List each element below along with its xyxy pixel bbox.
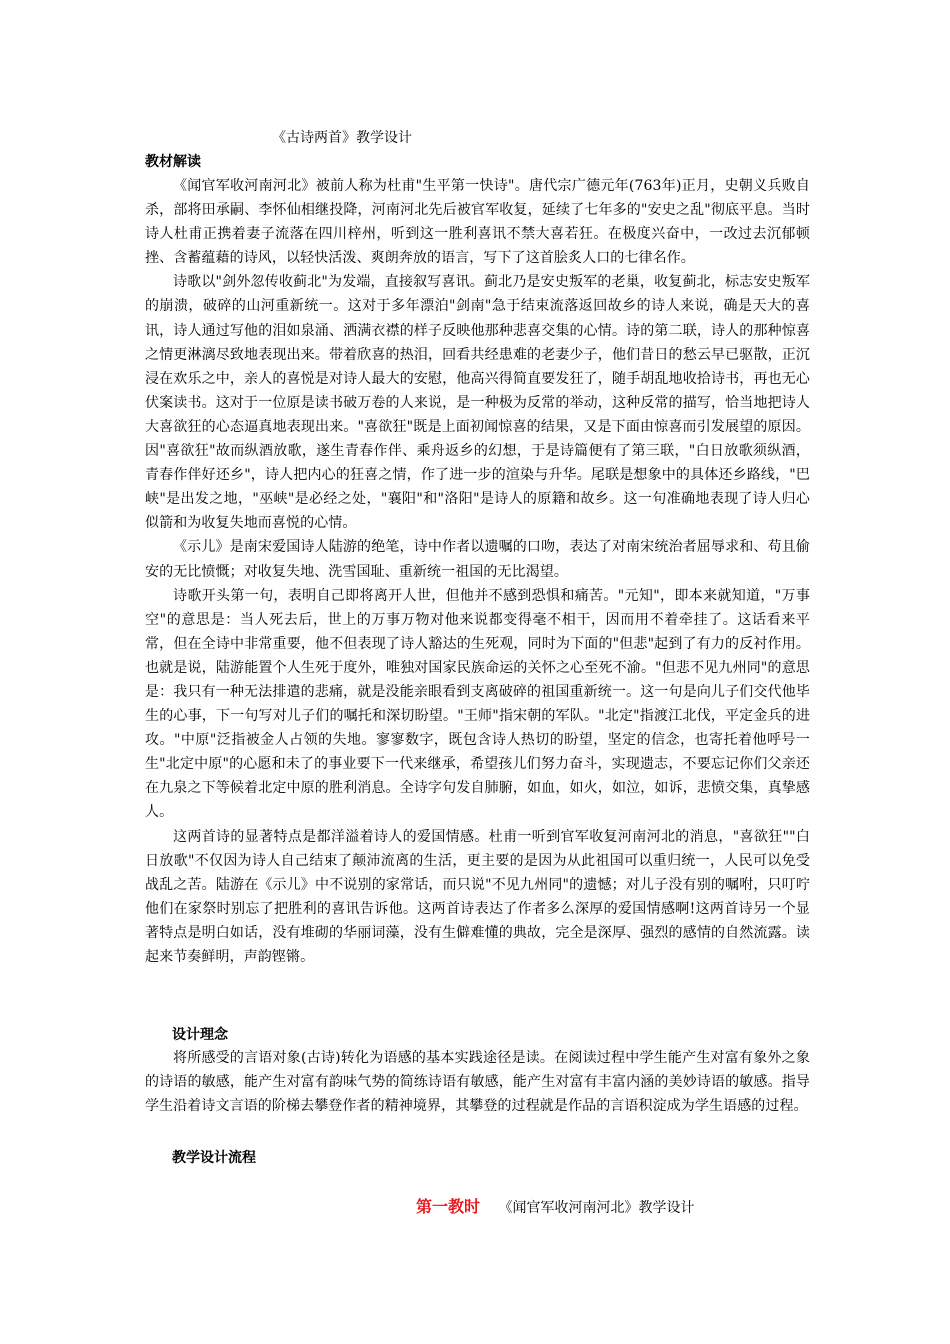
lesson-label: 第一教时 xyxy=(416,1197,481,1216)
design-concept-body xyxy=(145,1046,810,1118)
lesson-header xyxy=(416,1196,694,1219)
paragraph: 将所感受的言语对象(古诗)转化为语感的基本实践途径是读。在阅读过程中学生能产生对富有象外之象的诗语的敏感，能产生对富有韵味气势的简练诗语有敏感，能产生对富有丰富内涵的美妙诗语的敏感。指导学生沿着诗文言语的阶梯去攀登作者的精神境界，其攀登的过程就是作品的言语积淀成为学生语感的过程。 xyxy=(145,1050,810,1115)
paragraph: 《示儿》是南宋爱国诗人陆游的绝笔，诗中作者以遗嘱的口吻，表达了对南宋统治者屈辱求和、苟且偷安的无比愤慨；对收复失地、洗雪国耻、重新统一祖国的无比渴望。 xyxy=(145,539,810,580)
section-heading-design-concept: 设计理念 xyxy=(172,1027,228,1043)
document-title: 《古诗两首》教学设计 xyxy=(272,130,412,146)
paragraph: 诗歌开头第一句，表明自己即将离开人世，但他并不感到恐惧和痛苦。"元知"，即本来就知道，"万事空"的意思是：当人死去后，世上的万事万物对他来说都变得毫不相干，因而用不着牵挂了。这话看来平常，但在全诗中非常重要，他不但表现了诗人豁达的生死观，同时为下面的"但悲"起到了有力的反衬作用。也就是说，陆游能置个人生死于度外，唯独对国家民族命运的关怀之心至死不渝。"但悲不见九州同"的意思是：我只有一种无法排遣的悲痛，就是没能亲眼看到支离破碎的祖国重新统一。这一句是向儿子们交代他毕生的心事，下一句写对儿子们的嘱托和深切盼望。"王师"指宋朝的军队。"北定"指渡江北伐，平定金兵的进攻。"中原"泛指被金人占领的失地。寥寥数字，既包含诗人热切的盼望，坚定的信念，也寄托着他呼号一生"北定中原"的心愿和未了的事业要下一代来继承，希望孩儿们努力奋斗，实现遗志，不要忘记你们父亲还在九泉之下等候着北定中原的胜利消息。全诗字句发自肺腑，如血，如火，如泣，如诉，悲愤交集，真挚感人。 xyxy=(145,587,810,821)
paragraph: 《闻官军收河南河北》被前人称为杜甫"生平第一快诗"。唐代宗广德元年(763年)正月，史朝义兵败自杀，部将田承嗣、李怀仙相继投降，河南河北先后被官军收复，延续了七年多的"安史之乱"彻底平息。当时诗人杜甫正携着妻子流落在四川梓州，听到这一胜利喜讯不禁大喜若狂。在极度兴奋中，一改过去沉郁顿挫、含蓄蕴藉的诗风，以轻快活泼、爽朗奔放的语言，写下了这首脍炙人口的七律名作。 xyxy=(145,178,810,267)
section-heading-teaching-flow: 教学设计流程 xyxy=(172,1150,256,1166)
paragraph: 诗歌以"剑外忽传收蓟北"为发端，直接叙写喜讯。蓟北乃是安史叛军的老巢，收复蓟北，标志安史叛军的崩溃，破碎的山河重新统一。这对于多年漂泊"剑南"急于结束流落返回故乡的诗人来说，确是天大的喜讯，诗人通过写他的泪如泉涌、洒满衣襟的样子反映他那种悲喜交集的心情。诗的第二联，诗人的那种惊喜之情更淋漓尽致地表现出来。带着欣喜的热泪，回看共经患难的老妻少子，他们昔日的愁云早已驱散，正沉浸在欢乐之中，亲人的喜悦是对诗人最大的安慰，他高兴得简直要发狂了，随手胡乱地收拾诗书，再也无心伏案读书。这对于一位原是读书破万卷的人来说，是一种极为反常的举动，这种反常的描写，恰当地把诗人大喜欲狂的心态逼真地表现出来。"喜欲狂"既是上面初闻惊喜的结果，又是下面由惊喜而引发展望的原因。因"喜欲狂"故而纵酒放歌，遂生青春作伴、乘舟返乡的幻想，于是诗篇便有了第三联，"白日放歌须纵酒，青春作伴好还乡"，诗人把内心的狂喜之情，作了进一步的渲染与升华。尾联是想象中的具体还乡路线，"巴峡"是出发之地，"巫峡"是必经之处，"襄阳"和"洛阳"是诗人的原籍和故乡。这一句准确地表现了诗人归心似箭和为收复失地而喜悦的心情。 xyxy=(145,274,810,532)
paragraph: 这两首诗的显著特点是都洋溢着诗人的爱国情感。杜甫一听到官军收复河南河北的消息，"喜欲狂""白日放歌"不仅因为诗人自己结束了颠沛流离的生活，更主要的是因为从此祖国可以重归统一，人民可以免受战乱之苦。陆游在《示儿》中不说别的家常话，而只说"不见九州同"的遗憾；对儿子没有别的嘱咐，只叮咛他们在家祭时别忘了把胜利的喜讯告诉他。这两首诗表达了作者多么深厚的爱国情感啊!这两首诗另一个显著特点是明白如话，没有堆砌的华丽词藻，没有生僻难懂的典故，完全是深厚、强烈的感情的自然流露。读起来节奏鲜明，声韵铿锵。 xyxy=(145,828,810,965)
lesson-title: 《闻官军收河南河北》教学设计 xyxy=(498,1200,695,1216)
section-heading-textbook-reading: 教材解读 xyxy=(145,154,201,170)
textbook-reading-body xyxy=(145,174,810,969)
